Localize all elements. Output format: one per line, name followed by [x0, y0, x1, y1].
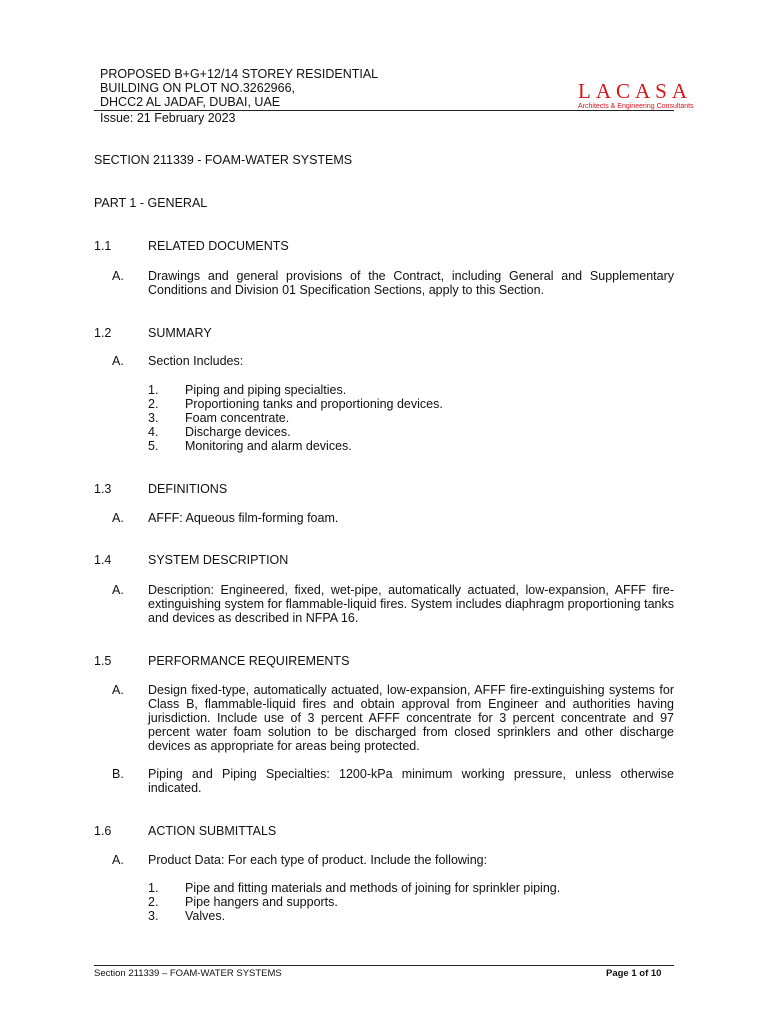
paragraph-letter: B.: [112, 767, 124, 781]
list-item-text: Pipe and fitting materials and methods of joining for sprinkler piping.: [185, 881, 561, 895]
footer-section-label: Section 211339 – FOAM-WATER SYSTEMS: [94, 968, 282, 979]
list-item-number: 4.: [148, 425, 159, 439]
article-title: PERFORMANCE REQUIREMENTS: [148, 654, 350, 668]
list-item-text: Piping and piping specialties.: [185, 383, 347, 397]
footer-divider: [94, 965, 674, 966]
paragraph-text: Design fixed-type, automatically actuated, low-expansion, AFFF fire-extinguishing systems for Class B, flammable-liquid fires and obtain approval from Engineer and authorities having jurisdiction. Include use of 3 percent AFFF concentrate for 3 percent concentrate and 97 percent water foam solution to be discharged from closed sprinklers and other discharge devices as appropriate for areas being protected.: [148, 683, 674, 753]
paragraph-letter: A.: [112, 853, 124, 867]
paragraph-text: Section Includes:: [148, 354, 244, 368]
article-title: DEFINITIONS: [148, 482, 228, 496]
list-item-number: 5.: [148, 439, 159, 453]
article-title: SYSTEM DESCRIPTION: [148, 553, 289, 567]
list-item-number: 1.: [148, 881, 159, 895]
section-title: SECTION 211339 - FOAM-WATER SYSTEMS: [94, 153, 353, 167]
article-title: SUMMARY: [148, 326, 212, 340]
footer-page-number: Page 1 of 10: [606, 968, 662, 979]
article-number: 1.6: [94, 824, 112, 838]
paragraph-text: Piping and Piping Specialties: 1200-kPa minimum working pressure, unless otherwise indicated.: [148, 767, 674, 795]
list-item-text: Pipe hangers and supports.: [185, 895, 338, 909]
list-item-text: Monitoring and alarm devices.: [185, 439, 352, 453]
article-number: 1.4: [94, 553, 112, 567]
paragraph-text: Description: Engineered, fixed, wet-pipe, automatically actuated, low-expansion, AFFF fire-extinguishing system for flammable-liquid fires. System includes diaphragm proportioning tanks and devices as described in NFPA 16.: [148, 583, 674, 625]
list-item-number: 2.: [148, 397, 159, 411]
article-number: 1.2: [94, 326, 112, 340]
article-title: RELATED DOCUMENTS: [148, 239, 289, 253]
paragraph-text: Drawings and general provisions of the Contract, including General and Supplementary Conditions and Division 01 Specification Sections, apply to this Section.: [148, 269, 674, 297]
list-item-text: Foam concentrate.: [185, 411, 290, 425]
list-item-number: 3.: [148, 909, 159, 923]
paragraph-letter: A.: [112, 511, 124, 525]
list-item-text: Discharge devices.: [185, 425, 291, 439]
article-number: 1.1: [94, 239, 112, 253]
list-item-text: Proportioning tanks and proportioning devices.: [185, 397, 443, 411]
paragraph-letter: A.: [112, 354, 124, 368]
paragraph-letter: A.: [112, 583, 124, 597]
paragraph-text: Product Data: For each type of product. Include the following:: [148, 853, 488, 867]
company-logo: [578, 80, 703, 111]
logo-wordmark: LACASA: [578, 79, 693, 103]
article-title: ACTION SUBMITTALS: [148, 824, 277, 838]
list-item-number: 2.: [148, 895, 159, 909]
paragraph-letter: A.: [112, 269, 124, 283]
list-item-text: Valves.: [185, 909, 226, 923]
logo-tagline: Architects & Engineering Consultants: [578, 103, 694, 110]
part-title: PART 1 - GENERAL: [94, 196, 208, 210]
article-number: 1.5: [94, 654, 112, 668]
list-item-number: 3.: [148, 411, 159, 425]
paragraph-letter: A.: [112, 683, 124, 697]
project-title-line-1: PROPOSED B+G+12/14 STOREY RESIDENTIAL: [100, 67, 379, 81]
project-title-line-2: BUILDING ON PLOT NO.3262966,: [100, 81, 295, 95]
list-item-number: 1.: [148, 383, 159, 397]
paragraph-text: AFFF: Aqueous film-forming foam.: [148, 511, 339, 525]
issue-date: Issue: 21 February 2023: [100, 111, 236, 125]
article-number: 1.3: [94, 482, 112, 496]
project-location: DHCC2 AL JADAF, DUBAI, UAE: [100, 95, 281, 109]
